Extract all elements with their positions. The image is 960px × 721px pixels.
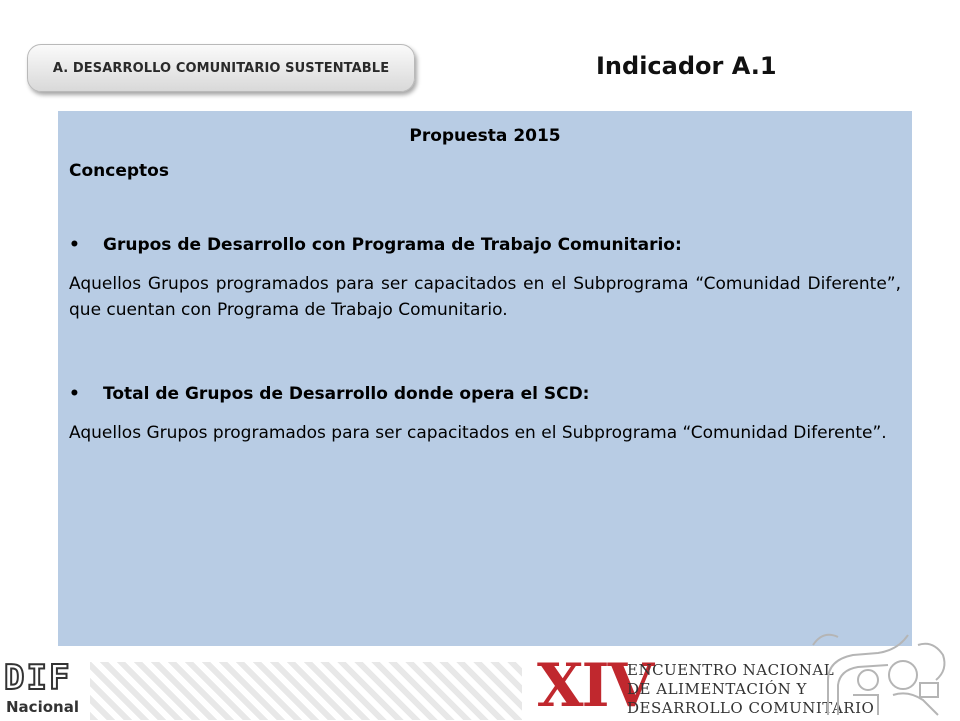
dif-logo-subtitle: Nacional (6, 698, 79, 716)
indicator-title: Indicador A.1 (596, 52, 777, 80)
bullet-icon: • (69, 235, 80, 255)
prehispanic-glyph-icon (808, 625, 958, 720)
bullet-item (69, 384, 589, 404)
bullet-term: Total de Grupos de Desarrollo donde opera el SCD: (103, 384, 590, 404)
section-tab (27, 44, 415, 92)
definition-paragraph: Aquellos Grupos programados para ser capacitados en el Subprograma “Comunidad Diferente”, que cuentan con Programa de Trabajo Comunitario. (69, 274, 901, 320)
section-label: A. DESARROLLO COMUNITARIO SUSTENTABLE (52, 60, 390, 76)
event-title-line: ENCUENTRO NACIONAL (627, 661, 835, 679)
event-number: XIV (537, 651, 653, 721)
bullet-item (69, 235, 682, 255)
decorative-pattern (90, 662, 522, 720)
bullet-icon: • (69, 384, 80, 404)
event-title-line: DESARROLLO COMUNITARIO (627, 699, 875, 717)
concepts-heading: Conceptos (69, 161, 169, 181)
bullet-term: Grupos de Desarrollo con Programa de Trabajo Comunitario: (103, 235, 682, 255)
dif-logo (4, 660, 88, 718)
panel-title: Propuesta 2015 (409, 126, 561, 146)
definition-paragraph: Aquellos Grupos programados para ser capacitados en el Subprograma “Comunidad Diferente”. (69, 423, 887, 443)
concepts-panel (58, 111, 912, 646)
event-title-line: DE ALIMENTACIÓN Y (627, 680, 807, 698)
dif-logo-letters: DIF (4, 658, 72, 698)
